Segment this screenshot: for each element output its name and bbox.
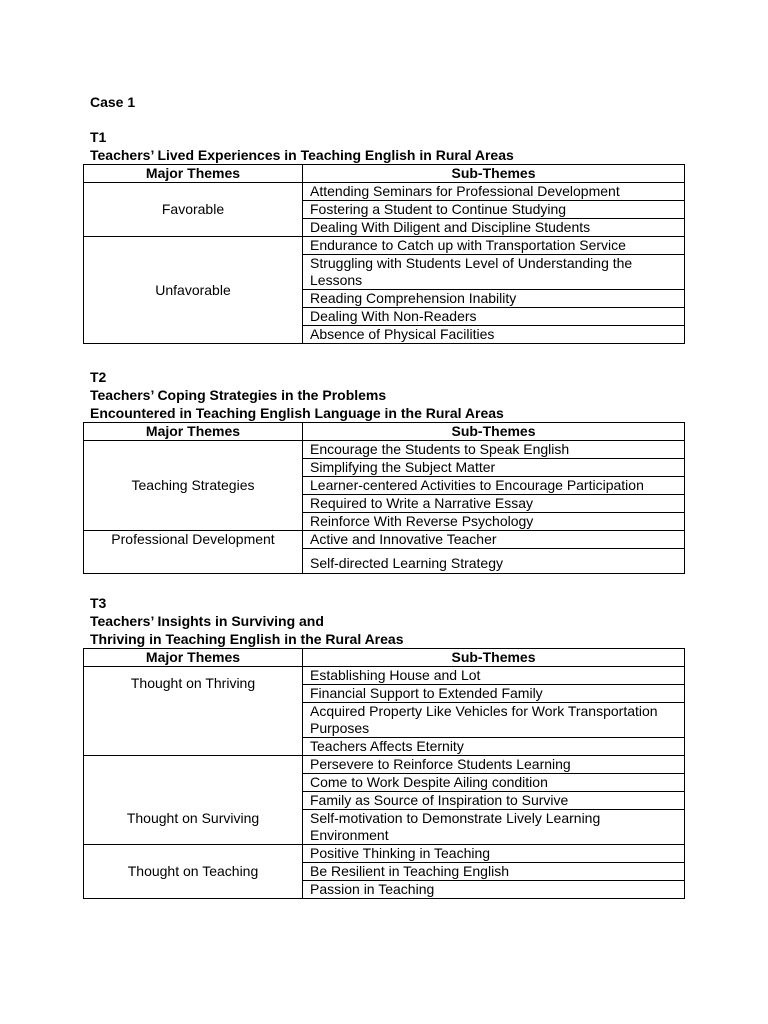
sub-theme: Family as Source of Inspiration to Survive	[303, 792, 685, 810]
major-theme: Thought on Thriving	[84, 667, 303, 756]
header-row	[84, 649, 685, 667]
header-row	[84, 423, 685, 441]
section-t1	[90, 128, 690, 344]
sub-theme: Establishing House and Lot	[303, 667, 685, 685]
major-theme: Thought on Teaching	[84, 845, 303, 899]
sub-theme: Teachers Affects Eternity	[303, 738, 685, 756]
sub-theme: Reinforce With Reverse Psychology	[303, 513, 685, 531]
table-row	[84, 531, 685, 549]
header-sub-themes: Sub-Themes	[303, 165, 685, 183]
table-title: Teachers’ Coping Strategies in the Problems	[90, 387, 387, 403]
table-row	[84, 845, 685, 863]
table-title: Teachers’ Insights in Surviving and	[90, 613, 324, 629]
table-title-line-2: Encountered in Teaching English Language in the Rural Areas	[90, 405, 504, 421]
themes-table-t1	[83, 164, 685, 344]
major-theme: Favorable	[84, 183, 303, 237]
table-label: T1	[90, 129, 107, 145]
case-title: Case 1	[90, 94, 136, 110]
sub-theme: Self-motivation to Demonstrate Lively Learning Environment	[303, 810, 685, 845]
sub-theme: Fostering a Student to Continue Studying	[303, 201, 685, 219]
major-theme: Professional Development	[84, 531, 303, 574]
table-title-line-2: Thriving in Teaching English in the Rural Areas	[90, 631, 404, 647]
sub-theme: Absence of Physical Facilities	[303, 326, 685, 344]
sub-theme: Be Resilient in Teaching English	[303, 863, 685, 881]
sub-theme: Passion in Teaching	[303, 881, 685, 899]
sub-theme: Endurance to Catch up with Transportation Service	[303, 237, 685, 255]
table-row	[84, 183, 685, 201]
sub-theme: Financial Support to Extended Family	[303, 685, 685, 703]
header-sub-themes: Sub-Themes	[303, 649, 685, 667]
sub-theme: Required to Write a Narrative Essay	[303, 495, 685, 513]
major-theme: Unfavorable	[84, 237, 303, 344]
themes-table-t2	[83, 422, 685, 574]
table-label: T3	[90, 595, 107, 611]
major-theme: Thought on Surviving	[84, 756, 303, 845]
sub-theme: Attending Seminars for Professional Development	[303, 183, 685, 201]
header-sub-themes: Sub-Themes	[303, 423, 685, 441]
major-theme: Teaching Strategies	[84, 441, 303, 531]
sub-theme: Struggling with Students Level of Understanding the Lessons	[303, 255, 685, 290]
header-major-themes: Major Themes	[84, 165, 303, 183]
sub-theme: Self-directed Learning Strategy	[303, 549, 685, 574]
sub-theme: Reading Comprehension Inability	[303, 290, 685, 308]
header-major-themes: Major Themes	[84, 423, 303, 441]
sub-theme: Encourage the Students to Speak English	[303, 441, 685, 459]
table-row	[84, 756, 685, 774]
themes-table-t3	[83, 648, 685, 899]
table-label: T2	[90, 369, 107, 385]
sub-theme: Dealing With Diligent and Discipline Students	[303, 219, 685, 237]
sub-theme: Active and Innovative Teacher	[303, 531, 685, 549]
header-major-themes: Major Themes	[84, 649, 303, 667]
section-t2	[90, 368, 690, 574]
sub-theme: Simplifying the Subject Matter	[303, 459, 685, 477]
section-t3	[90, 594, 690, 899]
table-row	[84, 667, 685, 685]
table-row	[84, 441, 685, 459]
sub-theme: Persevere to Reinforce Students Learning	[303, 756, 685, 774]
sub-theme: Come to Work Despite Ailing condition	[303, 774, 685, 792]
document	[90, 94, 690, 897]
sub-theme: Acquired Property Like Vehicles for Work Transportation Purposes	[303, 703, 685, 738]
sub-theme: Positive Thinking in Teaching	[303, 845, 685, 863]
sub-theme: Learner-centered Activities to Encourage Participation	[303, 477, 685, 495]
header-row	[84, 165, 685, 183]
table-row	[84, 237, 685, 255]
table-title: Teachers’ Lived Experiences in Teaching English in Rural Areas	[90, 147, 514, 163]
sub-theme: Dealing With Non-Readers	[303, 308, 685, 326]
